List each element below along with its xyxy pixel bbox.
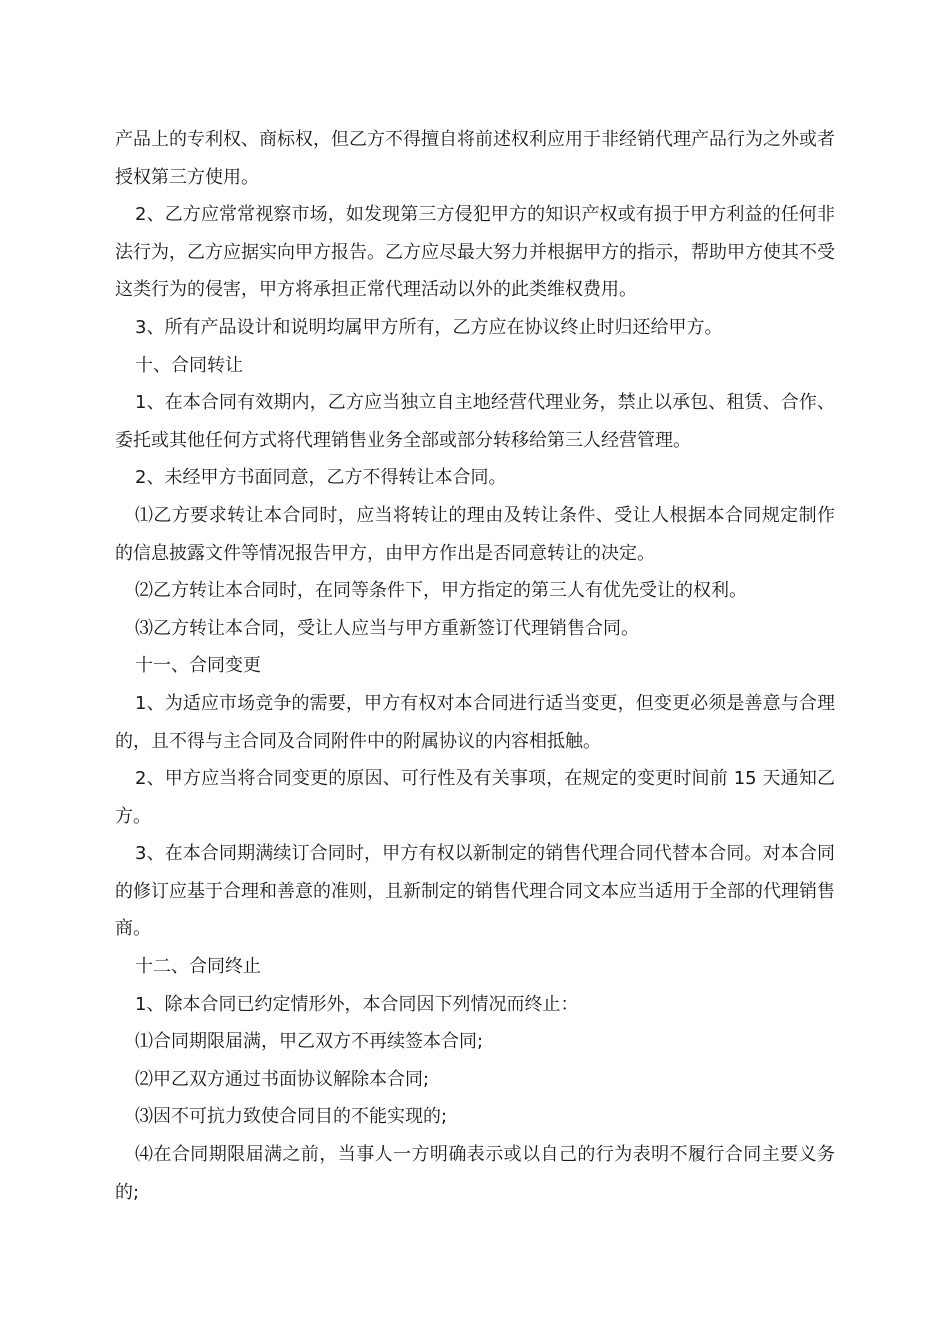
list-item-transfer-1: ⑴乙方要求转让本合同时，应当将转让的理由及转让条件、受让人根据本合同规定制作的信息披露文件等情况报告甲方，由甲方作出是否同意转让的决定。 [115, 504, 835, 564]
document-body [115, 121, 835, 1211]
list-item-termination-1: ⑴合同期限届满，甲乙双方不再续签本合同; [135, 1031, 484, 1053]
paragraph-market-inspection: 2、乙方应常常视察市场，如发现第三方侵犯甲方的知识产权或有损于甲方利益的任何非法行为，乙方应据实向甲方报告。乙方应尽最大努力并根据甲方的指示，帮助甲方使其不受这类行为的侵害，甲方将承担正常代理活动以外的此类维权费用。 [115, 204, 835, 301]
list-item-transfer-3: ⑶乙方转让本合同，受让人应当与甲方重新签订代理销售合同。 [135, 617, 639, 639]
paragraph-termination-intro: 1、除本合同已约定情形外，本合同因下列情况而终止： [135, 993, 579, 1015]
paragraph-renewal: 3、在本合同期满续订合同时，甲方有权以新制定的销售代理合同代替本合同。对本合同的修订应基于合理和善意的准则，且新制定的销售代理合同文本应当适用于全部的代理销售商。 [115, 843, 835, 940]
section-heading-contract-transfer: 十、合同转让 [135, 354, 243, 376]
paragraph-ip-rights-continued: 产品上的专利权、商标权，但乙方不得擅自将前述权利应用于非经销代理产品行为之外或者授权第三方使用。 [115, 129, 835, 188]
paragraph-change-right: 1、为适应市场竞争的需要，甲方有权对本合同进行适当变更，但变更必须是善意与合理的，且不得与主合同及合同附件中的附属协议的内容相抵触。 [115, 692, 835, 752]
list-item-termination-4: ⑷在合同期限届满之前，当事人一方明确表示或以自己的行为表明不履行合同主要义务的; [115, 1144, 835, 1203]
paragraph-transfer-consent: 2、未经甲方书面同意，乙方不得转让本合同。 [135, 467, 507, 489]
paragraph-design-ownership: 3、所有产品设计和说明均属甲方所有，乙方应在协议终止时归还给甲方。 [135, 316, 723, 338]
section-heading-contract-termination: 十二、合同终止 [135, 956, 261, 978]
list-item-transfer-2: ⑵乙方转让本合同时，在同等条件下，甲方指定的第三人有优先受让的权利。 [135, 580, 747, 602]
section-heading-contract-change: 十一、合同变更 [135, 655, 261, 677]
paragraph-independent-operation: 1、在本合同有效期内，乙方应当独立自主地经营代理业务，禁止以承包、租赁、合作、委托或其他任何方式将代理销售业务全部或部分转移给第三人经营管理。 [115, 392, 835, 451]
paragraph-change-notice: 2、甲方应当将合同变更的原因、可行性及有关事项，在规定的变更时间前 15 天通知乙方。 [115, 768, 835, 827]
list-item-termination-3: ⑶因不可抗力致使合同目的不能实现的; [135, 1106, 448, 1128]
list-item-termination-2: ⑵甲乙双方通过书面协议解除本合同; [135, 1068, 430, 1090]
